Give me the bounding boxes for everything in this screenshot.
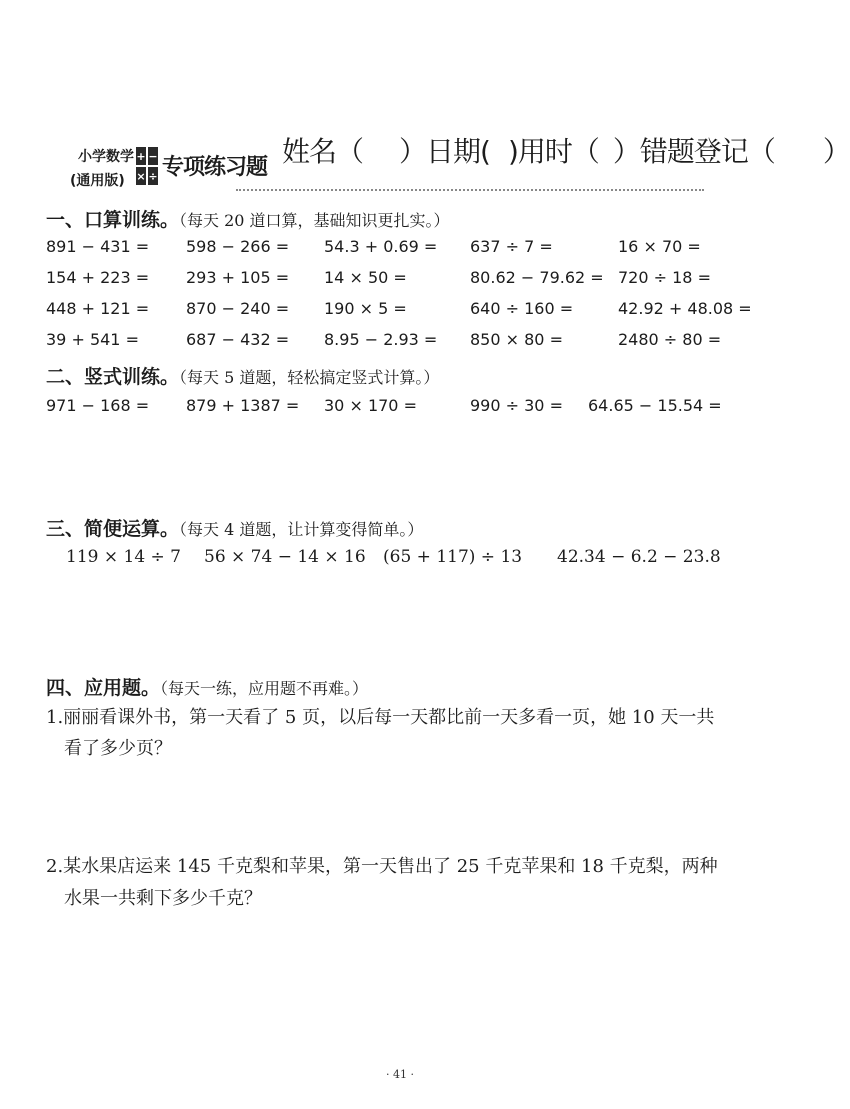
simplify-problem: 42.34 − 6.2 − 23.8 xyxy=(557,547,721,567)
oral-problem: 598 − 266 = xyxy=(186,237,290,256)
oral-problem: 14 × 50 = xyxy=(324,268,407,287)
table-row xyxy=(0,237,800,259)
simplify-problem: 119 × 14 ÷ 7 xyxy=(66,547,181,567)
word-problem-1-line-2: 看了多少页？ xyxy=(64,738,172,759)
oral-problem: 42.92 + 48.08 = xyxy=(618,299,752,318)
brand-edition: (通用版) xyxy=(70,173,125,189)
oral-problem: 870 − 240 = xyxy=(186,299,290,318)
oral-problem: 891 − 431 = xyxy=(46,237,150,256)
oral-problem: 154 + 223 = xyxy=(46,268,150,287)
oral-problem: 39 + 541 = xyxy=(46,330,139,349)
section-1-title: 一、口算训练。 xyxy=(46,209,180,231)
section-1-note: （每天 20 道口算，基础知识更扎实。） xyxy=(179,211,450,230)
page-title: 专项练习题 xyxy=(162,155,268,180)
section-2-note: （每天 5 道题，轻松搞定竖式计算。） xyxy=(179,368,440,387)
oral-problem: 80.62 − 79.62 = xyxy=(470,268,604,287)
info-fields xyxy=(282,130,850,170)
page-number: · 41 · xyxy=(386,1068,414,1081)
simplify-problem: 56 × 74 − 14 × 16 xyxy=(204,547,366,567)
word-problem-1-line-1: 1.丽丽看课外书，第一天看了 5 页，以后每一天都比前一天多看一页，她 10 天一共 xyxy=(46,707,715,728)
plus-icon: + xyxy=(135,146,147,166)
section-3-note: （每天 4 道题，让计算变得简单。） xyxy=(179,520,424,539)
section-2-heading xyxy=(46,362,439,389)
section-3-heading xyxy=(46,514,423,541)
section-4-title: 四、应用题。 xyxy=(46,677,161,699)
section-3-title: 三、简便运算。 xyxy=(46,518,180,540)
header-divider xyxy=(236,189,704,191)
table-row xyxy=(0,396,800,418)
minus-icon: − xyxy=(147,146,159,166)
multiply-icon: × xyxy=(135,166,147,186)
section-2-title: 二、竖式训练。 xyxy=(46,366,180,388)
section-4-heading xyxy=(46,673,368,700)
table-row xyxy=(0,547,800,569)
oral-problem: 687 − 432 = xyxy=(186,330,290,349)
oral-problem: 448 + 121 = xyxy=(46,299,150,318)
word-problem-2-line-1: 2.某水果店运来 145 千克梨和苹果，第一天售出了 25 千克苹果和 18 千克梨，两种 xyxy=(46,856,718,877)
section-4-note: （每天一练，应用题不再难。） xyxy=(160,679,369,698)
oral-problem: 8.95 − 2.93 = xyxy=(324,330,438,349)
oral-problem: 850 × 80 = xyxy=(470,330,563,349)
section-1-heading xyxy=(46,205,450,232)
errors-field-label: ）错题登记（ xyxy=(612,135,775,168)
oral-problem: 637 ÷ 7 = xyxy=(470,237,553,256)
table-row xyxy=(0,268,800,290)
vertical-problem: 879 + 1387 = xyxy=(186,396,300,415)
brand-subject: 小学数学 xyxy=(78,149,134,165)
oral-problem: 16 × 70 = xyxy=(618,237,701,256)
vertical-problem: 990 ÷ 30 = xyxy=(470,396,563,415)
date-field-label: ）日期( xyxy=(399,135,490,168)
time-field-label: )用时（ xyxy=(507,135,599,168)
vertical-problem: 64.65 − 15.54 = xyxy=(588,396,722,415)
errors-field-close: ） xyxy=(822,135,850,168)
oral-problem: 640 ÷ 160 = xyxy=(470,299,574,318)
table-row xyxy=(0,330,800,352)
name-field-label: 姓名（ xyxy=(282,135,364,168)
oral-problem: 54.3 + 0.69 = xyxy=(324,237,438,256)
vertical-problem: 30 × 170 = xyxy=(324,396,417,415)
divide-icon: ÷ xyxy=(147,166,159,186)
simplify-problem: (65 + 117) ÷ 13 xyxy=(383,547,523,567)
oral-problem: 2480 ÷ 80 = xyxy=(618,330,722,349)
oral-problem: 190 × 5 = xyxy=(324,299,407,318)
operator-icons xyxy=(135,146,159,186)
vertical-problem: 971 − 168 = xyxy=(46,396,150,415)
oral-problem: 720 ÷ 18 = xyxy=(618,268,711,287)
oral-problem: 293 + 105 = xyxy=(186,268,290,287)
table-row xyxy=(0,299,800,321)
word-problem-2-line-2: 水果一共剩下多少千克？ xyxy=(64,888,262,909)
